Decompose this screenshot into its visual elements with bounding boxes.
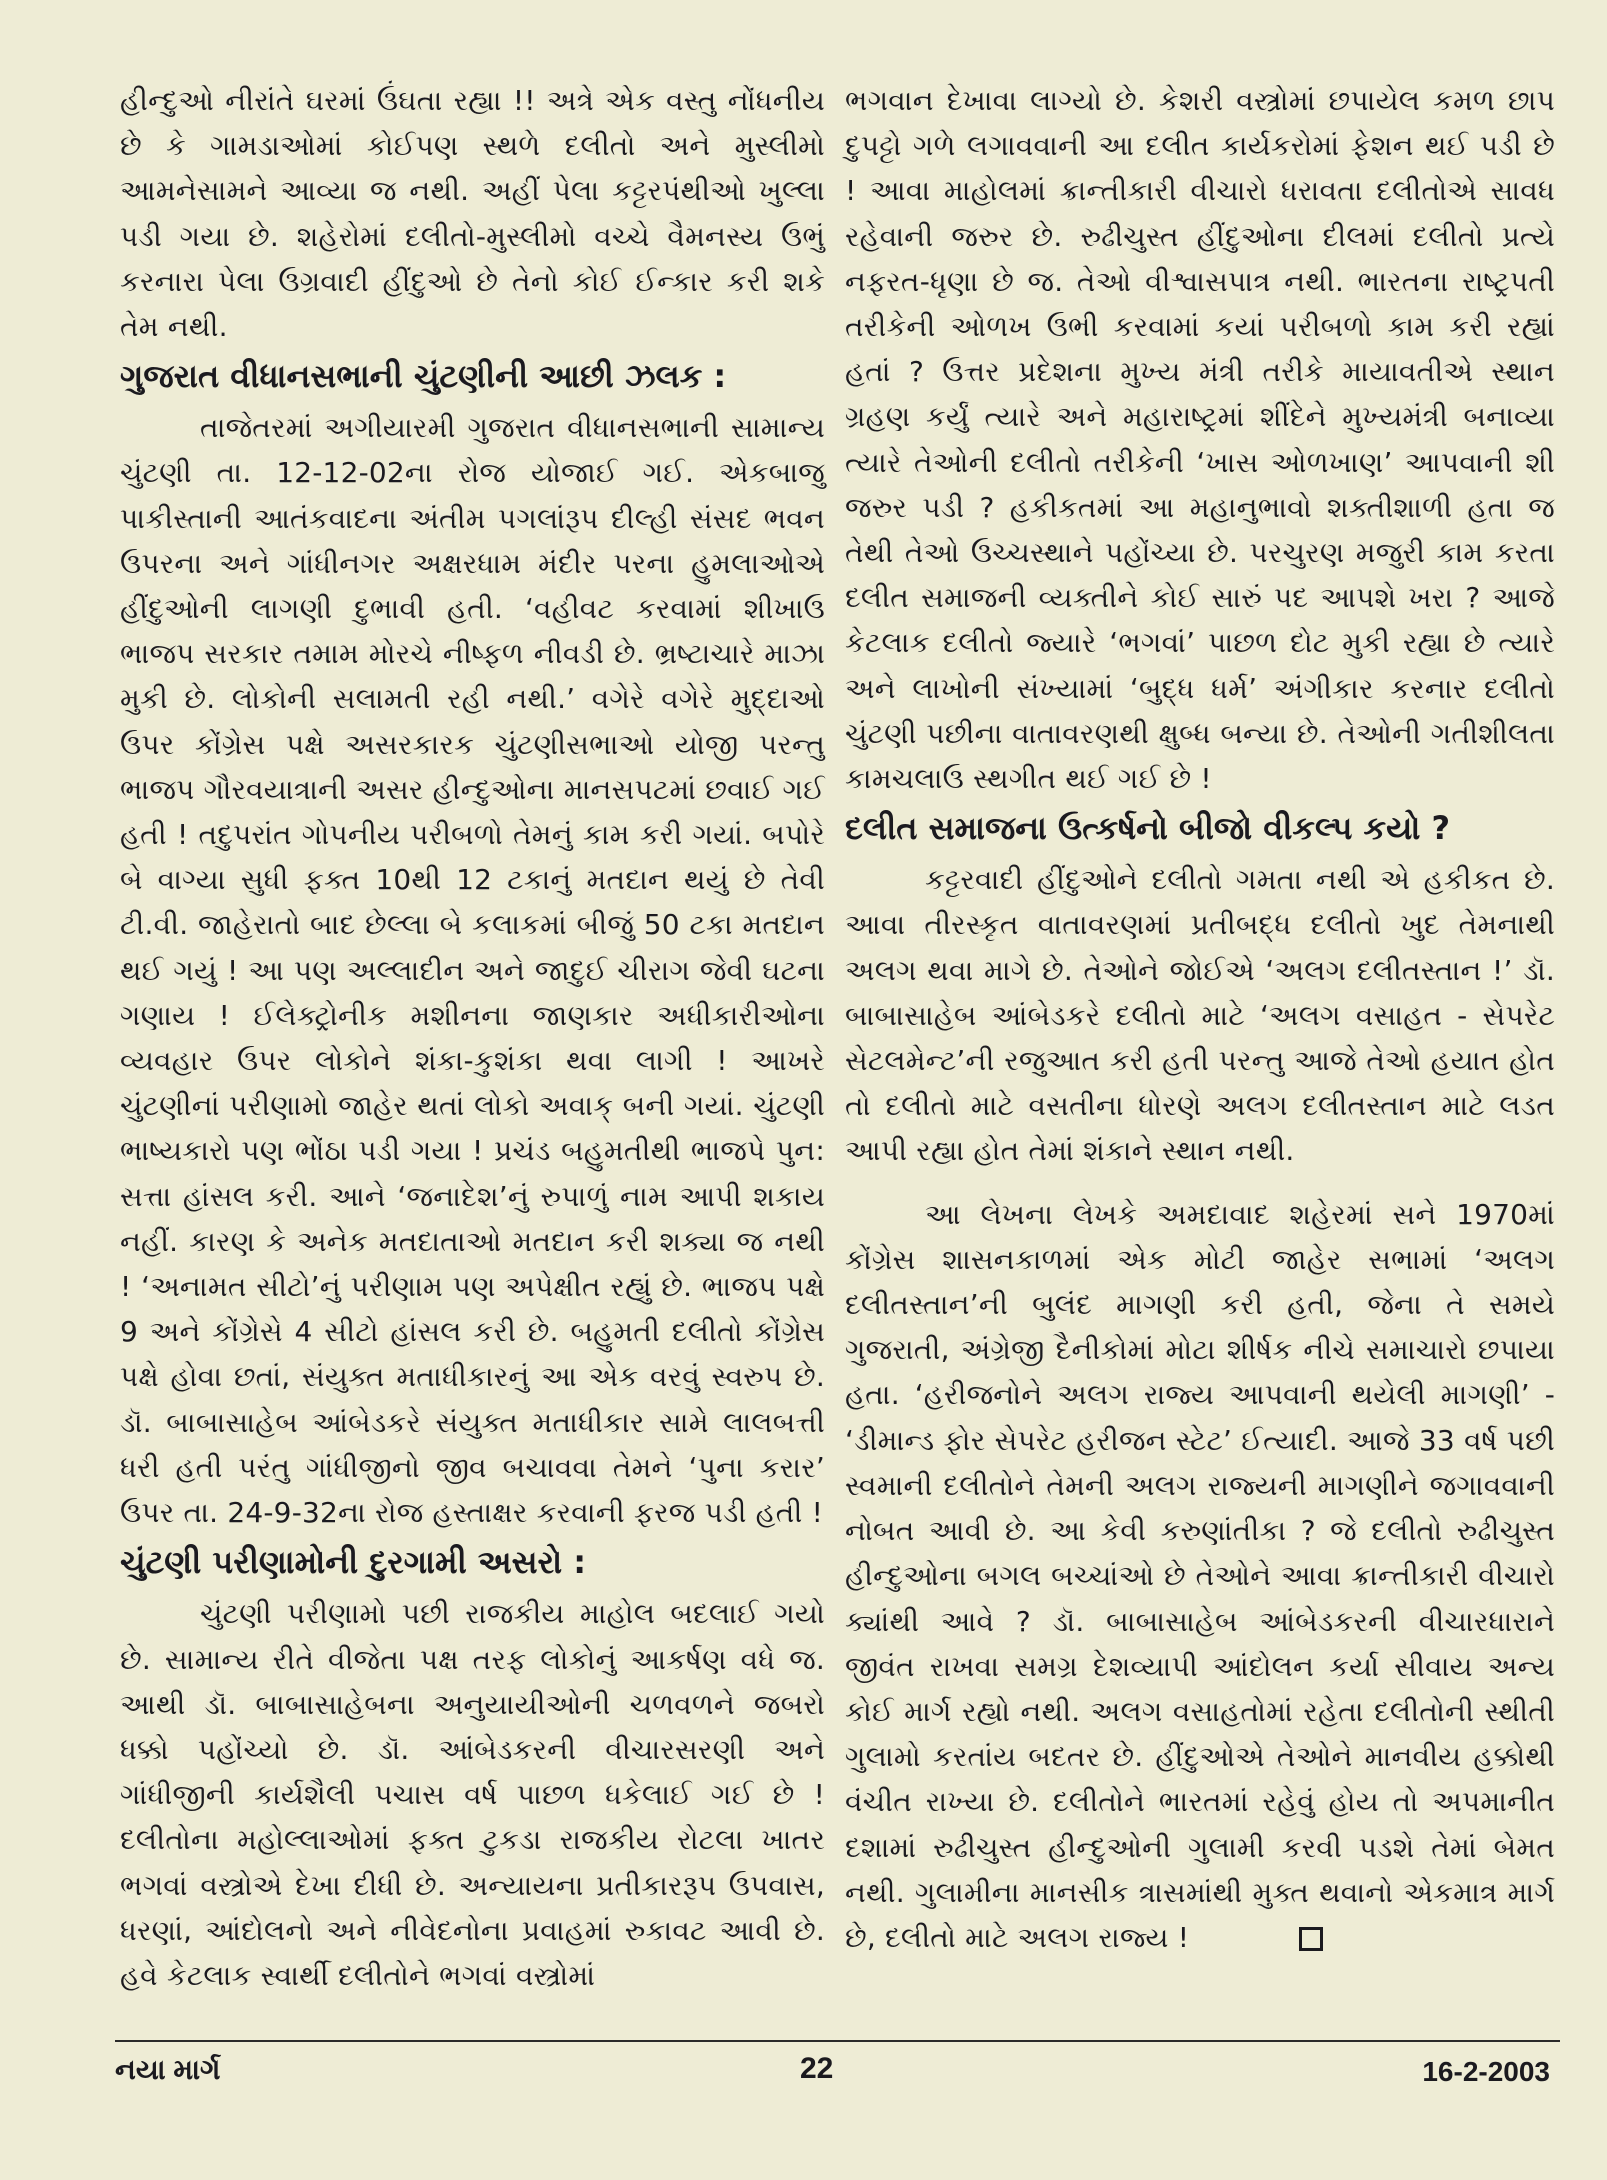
paragraph-final [845, 1192, 1555, 1960]
page-number: 22 [800, 2052, 834, 2085]
issue-date: 16-2-2003 [1422, 2056, 1550, 2087]
magazine-name: નયા માર્ગ [115, 2054, 221, 2085]
section-heading: દલીત સમાજના ઉત્કર્ષનો બીજો વીકલ્પ કયો ? [845, 809, 1451, 848]
paragraph: કટ્ટરવાદી હીંદુઓને દલીતો ગમતા નથી એ હકીકત છે. આવા તીરસ્કૃત વાતાવરણમાં પ્રતીબદ્ધ દલીતો ખુદ તેમનાથી અલગ થવા માગે છે. તેઓને જોઈએ ‘અલગ દલીતસ્તાન !’ ડૉ. બાબાસાહેબ આંબેડકરે દલીતો માટે ‘અલગ વસાહત - સેપરેટ સેટલમેન્ટ’ની રજુઆત કરી હતી પરન્તુ આજે તેઓ હયાત હોત તો દલીતો માટે વસતીના ધોરણે અલગ દલીતસ્તાન માટે લડત આપી રહ્યા હોત તેમાં શંકાને સ્થાન નથી. [845, 863, 1555, 1168]
paragraph: તાજેતરમાં અગીયારમી ગુજરાત વીધાનસભાની સામાન્ય ચુંટણી તા. 12-12-02ના રોજ યોજાઈ ગઈ. એકબાજુ પાકીસ્તાની આતંકવાદના અંતીમ પગલાંરૂપ દીલ્હી સંસદ ભવન ઉપરના અને ગાંધીનગર અક્ષરધામ મંદીર પરના હુમલાઓએ હીંદુઓની લાગણી દુભાવી હતી. ‘વહીવટ કરવામાં શીખાઉ ભાજપ સરકાર તમામ મોરચે નીષ્ફળ નીવડી છે. ભ્રષ્ટાચારે માઝા મુકી છે. લોકોની સલામતી રહી નથી.’ વગેરે વગેરે મુદ્દાઓ ઉપર કોંગ્રેસ પક્ષે અસરકારક ચુંટણીસભાઓ યોજી પરન્તુ ભાજપ ગૌરવયાત્રાની અસર હીન્દુઓના માનસપટમાં છવાઈ ગઈ હતી ! તદુપરાંત ગોપનીય પરીબળો તેમનું કામ કરી ગયાં. બપોરે બે વાગ્યા સુધી ફક્ત 10થી 12 ટકાનું મતદાન થયું છે તેવી ટી.વી. જાહેરાતો બાદ છેલ્લા બે કલાકમાં બીજું 50 ટકા મતદાન થઈ ગયું ! આ પણ અલ્લાદીન અને જાદુઈ ચીરાગ જેવી ઘટના ગણાય ! ઈલેક્ટ્રોનીક મશીનના જાણકાર અધીકારીઓના વ્યવહાર ઉપર લોકોને શંકા-કુશંકા થવા લાગી ! આખરે ચુંટણીનાં પરીણામો જાહેર થતાં લોકો અવાક્ બની ગયાં. ચુંટણી ભાષ્યકારો પણ ભોંઠા પડી ગયા ! પ્રચંડ બહુમતીથી ભાજપે પુન: સત્તા હાંસલ કરી. આને ‘જનાદેશ’નું રુપાળું નામ આપી શકાય નહીં. કારણ કે અનેક મતદાતાઓ મતદાન કરી શક્યા જ નથી ! ‘અનામત સીટો’નું પરીણામ પણ અપેક્ષીત રહ્યું છે. ભાજપ પક્ષે 9 અને કોંગ્રેસે 4 સીટો હાંસલ કરી છે. બહુમતી દલીતો કોંગ્રેસ પક્ષે હોવા છતાં, સંયુક્ત મતાધીકારનું આ એક વરવું સ્વરુપ છે. ડૉ. બાબાસાહેબ આંબેડકરે સંયુક્ત મતાધીકાર સામે લાલબત્તી ધરી હતી પરંતુ ગાંધીજીનો જીવ બચાવવા તેમને ‘પુના કરાર’ ઉપર તા. 24-9-32ના રોજ હસ્તાક્ષર કરવાની ફરજ પડી હતી ! [120, 411, 825, 1530]
page-footer [115, 2040, 1560, 2112]
section-heading: ગુજરાત વીધાનસભાની ચુંટણીની આછી ઝલક : [120, 357, 727, 396]
paragraph: ભગવાન દેખાવા લાગ્યો છે. કેશરી વસ્ત્રોમાં છપાયેલ કમળ છાપ દુપટ્ટો ગળે લગાવવાની આ દલીત કાર્યકરોમાં ફેશન થઈ પડી છે ! આવા માહોલમાં ક્રાન્તીકારી વીચારો ધરાવતા દલીતોએ સાવધ રહેવાની જરુર છે. રુઢીચુસ્ત હીંદુઓના દીલમાં દલીતો પ્રત્યે નફરત-ધૃણા છે જ. તેઓ વીશ્વાસપાત્ર નથી. ભારતના રાષ્ટ્રપતી તરીકેની ઓળખ ઉભી કરવામાં કયાં પરીબળો કામ કરી રહ્યાં હતાં ? ઉત્તર પ્રદેશના મુખ્ય મંત્રી તરીકે માયાવતીએ સ્થાન ગ્રહણ કર્યું ત્યારે અને મહારાષ્ટ્રમાં શીંદેને મુખ્યમંત્રી બનાવ્યા ત્યારે તેઓની દલીતો તરીકેની ‘ખાસ ઓળખાણ’ આપવાની શી જરુર પડી ? હકીકતમાં આ મહાનુભાવો શક્તીશાળી હતા જ તેથી તેઓ ઉચ્ચસ્થાને પહોંચ્યા છે. પરચુરણ મજુરી કામ કરતા દલીત સમાજની વ્યક્તીને કોઈ સારું પદ આપશે ખરા ? આજે કેટલાક દલીતો જ્યારે ‘ભગવાં’ પાછળ દોટ મુકી રહ્યા છે ત્યારે અને લાખોની સંખ્યામાં ‘બુદ્ધ ધર્મ’ અંગીકાર કરનાર દલીતો ચુંટણી પછીના વાતાવરણથી ક્ષુબ્ધ બન્યા છે. તેઓની ગતીશીલતા કામચલાઉ સ્થગીત થઈ ગઈ છે ! [845, 84, 1555, 796]
left-column [120, 78, 825, 1998]
right-column [845, 78, 1555, 1960]
paragraph-text: આ લેખના લેખકે અમદાવાદ શહેરમાં સને 1970માં કોંગ્રેસ શાસનકાળમાં એક મોટી જાહેર સભામાં ‘અલગ દલીતસ્તાન’ની બુલંદ માગણી કરી હતી, જેના તે સમયે ગુજરાતી, અંગ્રેજી દૈનીકોમાં મોટા શીર્ષક નીચે સમાચારો છપાયા હતા. ‘હરીજનોને અલગ રાજ્ય આપવાની થયેલી માગણી’ - ‘ડીમાન્ડ ફોર સેપરેટ હરીજન સ્ટેટ’ ઈત્યાદી. આજે 33 વર્ષ પછી સ્વમાની દલીતોને તેમની અલગ રાજ્યની માગણીને જગાવવાની નોબત આવી છે. આ કેવી કરુણાંતીકા ? જે દલીતો રુઢીચુસ્ત હીન્દુઓના બગલ બચ્ચાંઓ છે તેઓને આવા ક્રાન્તીકારી વીચારો ક્યાંથી આવે ? ડૉ. બાબાસાહેબ આંબેડકરની વીચારધારાને જીવંત રાખવા સમગ્ર દેશવ્યાપી આંદોલન કર્યા સીવાય અન્ય કોઈ માર્ગ રહ્યો નથી. અલગ વસાહતોમાં રહેતા દલીતોની સ્થીતી ગુલામો કરતાંય બદતર છે. હીંદુઓએ તેઓને માનવીય હક્કોથી વંચીત રાખ્યા છે. દલીતોને ભારતમાં રહેવું હોય તો અપમાનીત દશામાં રુઢીચુસ્ત હીન્દુઓની ગુલામી કરવી પડશે તેમાં બેમત નથી. ગુલામીના માનસીક ત્રાસમાંથી મુક્ત થવાનો એકમાત્ર માર્ગ છે, દલીતો માટે અલગ રાજ્ય ! [845, 1197, 1555, 1954]
paragraph: હીન્દુઓ નીરાંતે ઘરમાં ઉંઘતા રહ્યા !! અત્રે એક વસ્તુ નોંધનીય છે કે ગામડાઓમાં કોઈપણ સ્થળે દલીતો અને મુસ્લીમો આમનેસામને આવ્યા જ નથી. અહીં પેલા કટ્ટરપંથીઓ ખુલ્લા પડી ગયા છે. શહેરોમાં દલીતો-મુસ્લીમો વચ્ચે વૈમનસ્ય ઉભું કરનારા પેલા ઉગ્રવાદી હીંદુઓ છે તેનો કોઈ ઈન્કાર કરી શકે તેમ નથી. [120, 84, 825, 344]
end-of-article-square-icon [1299, 1927, 1323, 1951]
section-heading: ચુંટણી પરીણામોની દુરગામી અસરો : [120, 1543, 587, 1582]
paragraph: ચુંટણી પરીણામો પછી રાજકીય માહોલ બદલાઈ ગયો છે. સામાન્ય રીતે વીજેતા પક્ષ તરફ લોકોનું આકર્ષણ વધે જ. આથી ડૉ. બાબાસાહેબના અનુયાયીઓની ચળવળને જબરો ધક્કો પહોંચ્યો છે. ડૉ. આંબેડકરની વીચારસરણી અને ગાંધીજીની કાર્યશૈલી પચાસ વર્ષ પાછળ ધકેલાઈ ગઈ છે ! દલીતોના મહોલ્લાઓમાં ફક્ત ટુકડા રાજકીય રોટલા ખાતર ભગવાં વસ્ત્રોએ દેખા દીધી છે. અન્યાયના પ્રતીકારરૂપ ઉપવાસ, ધરણાં, આંદોલનો અને નીવેદનોના પ્રવાહમાં રુકાવટ આવી છે. હવે કેટલાક સ્વાર્થી દલીતોને ભગવાં વસ્ત્રોમાં [120, 1597, 825, 1992]
